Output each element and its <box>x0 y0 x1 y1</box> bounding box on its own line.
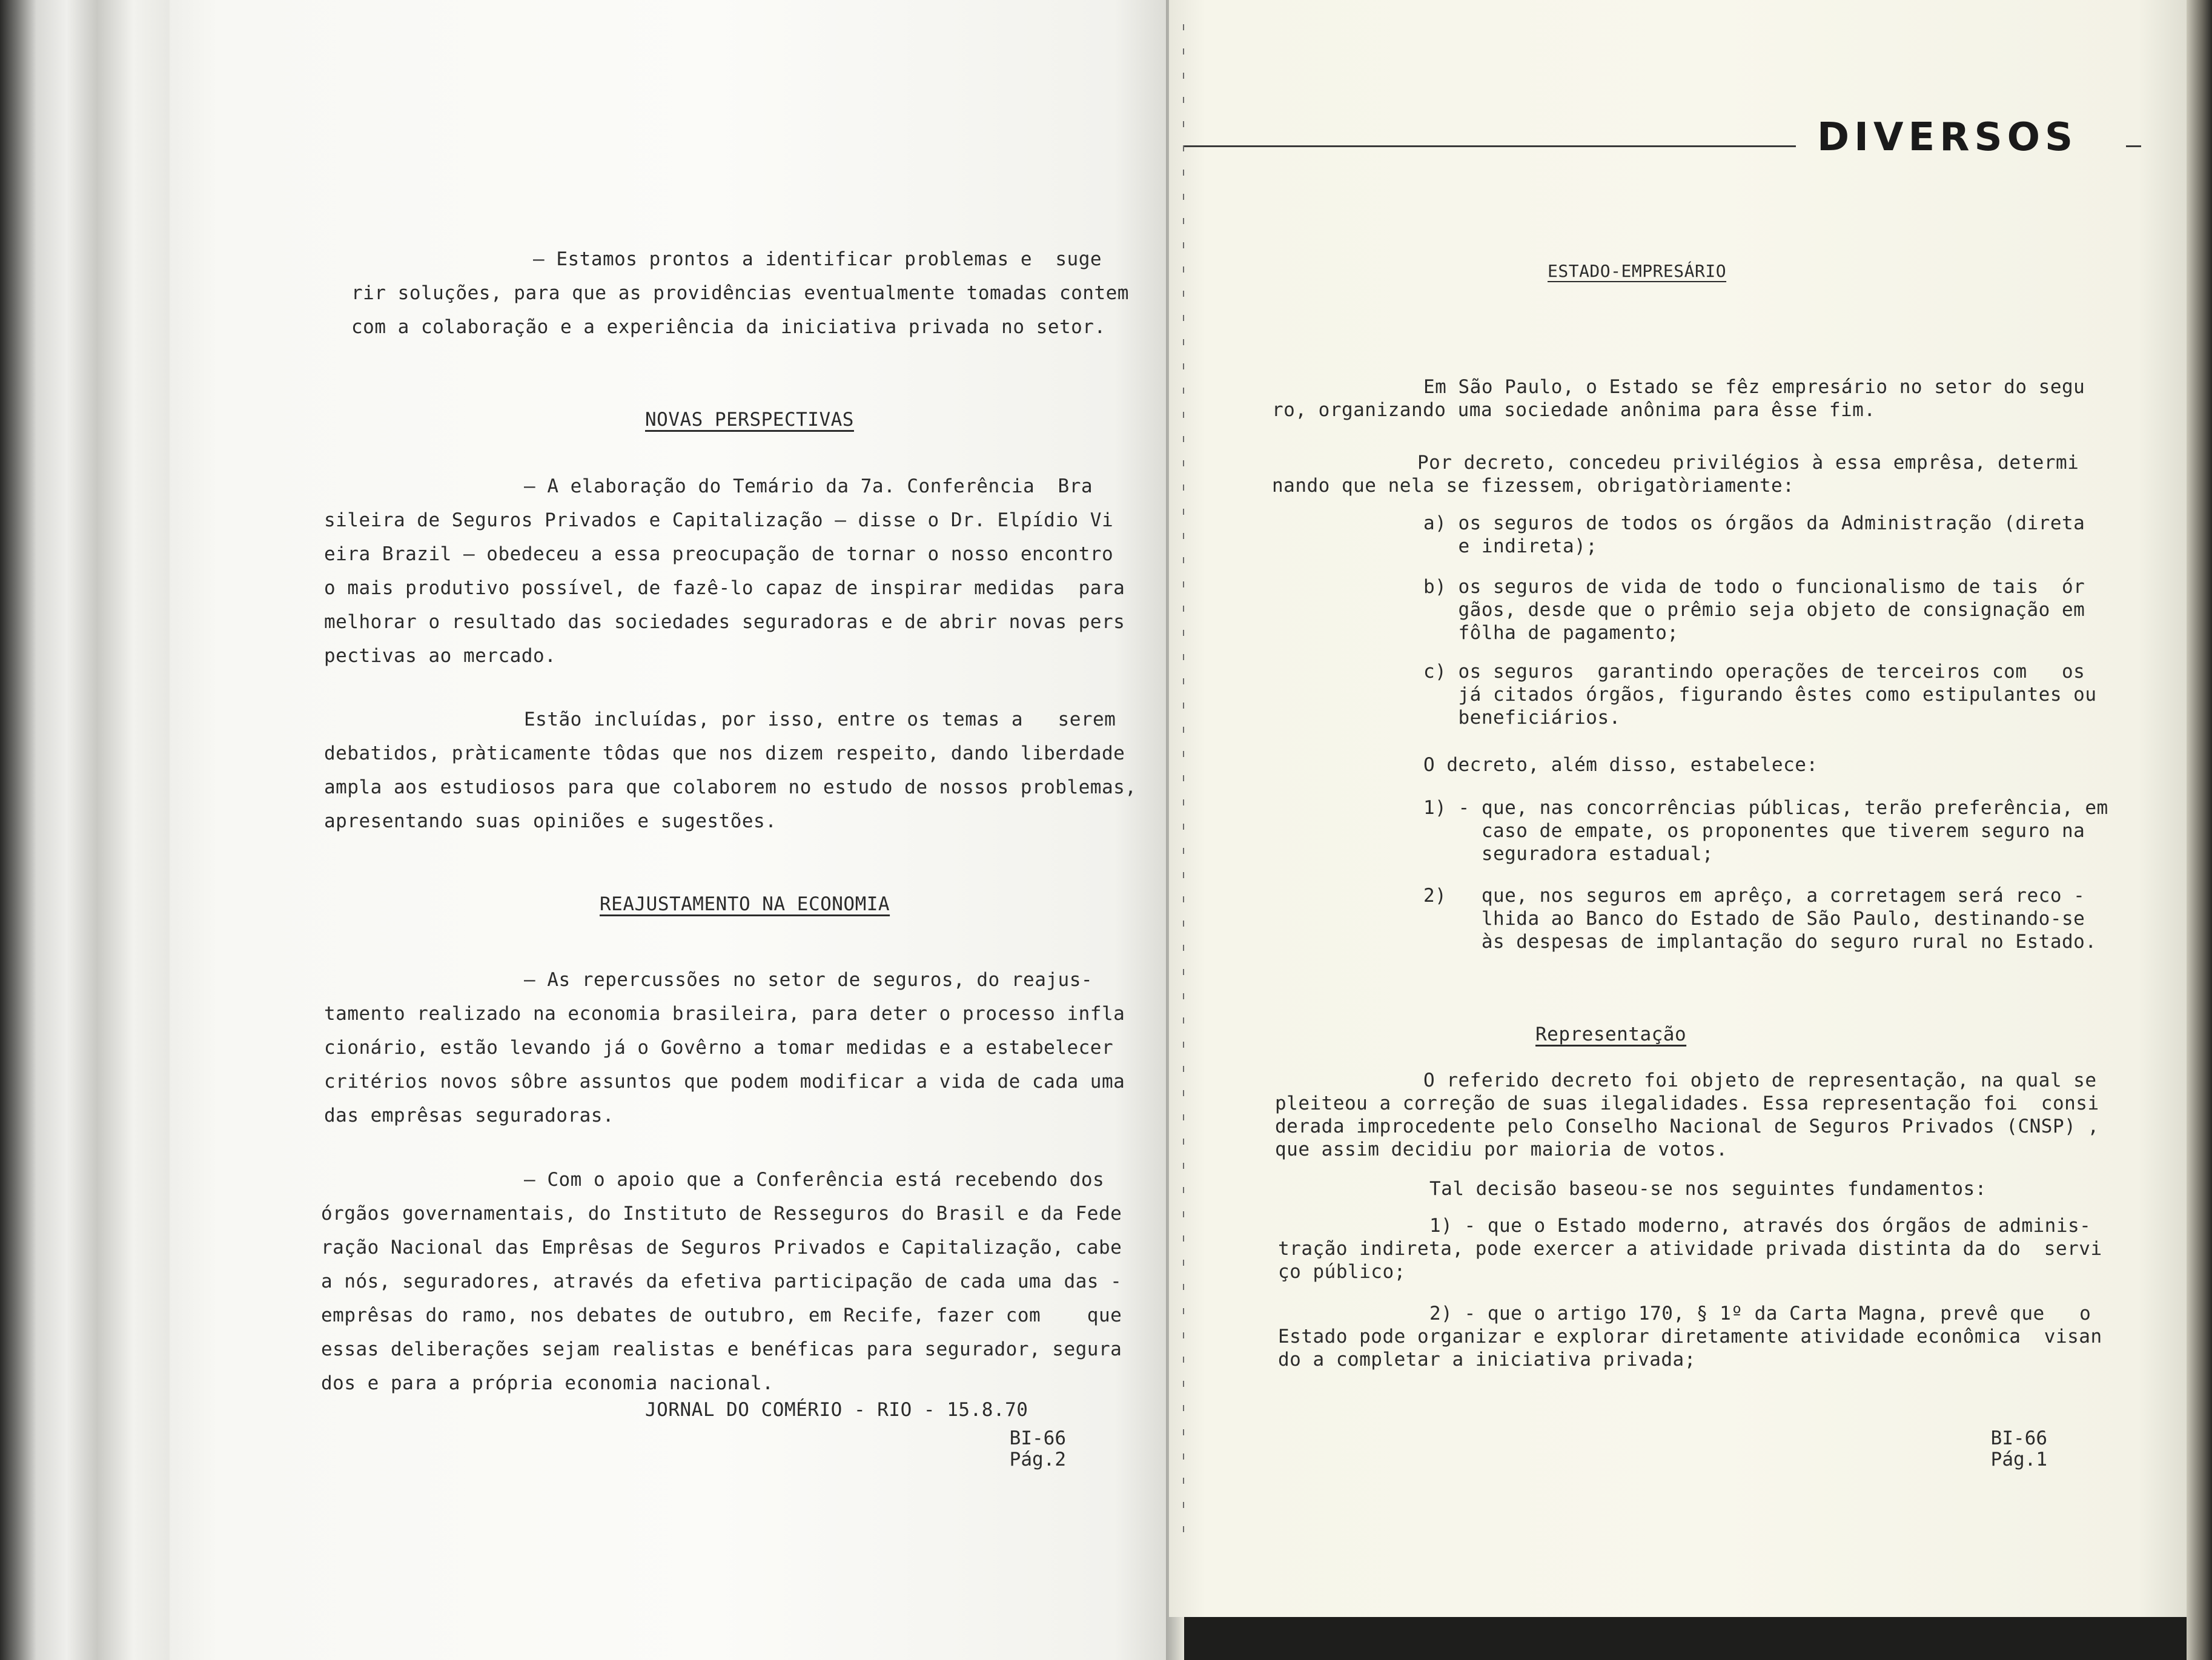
left-para-4-line-4: critérios novos sôbre assuntos que podem modificar a vida de cada uma <box>324 1071 1125 1093</box>
right-item-b-line-3: fôlha de pagamento; <box>1423 622 1679 644</box>
left-para-3-line-1: Estão incluídas, por isso, entre os temas a serem <box>524 709 1116 730</box>
section-rule <box>1184 145 1796 147</box>
subheading-representacao: Representação <box>1535 1023 1687 1045</box>
right-repr-line-4: que assim decidiu por maioria de votos. <box>1275 1139 1728 1160</box>
left-para-4-line-2: tamento realizado na economia brasileira, para deter o processo infla <box>324 1003 1125 1025</box>
left-para-1 <box>351 242 1129 344</box>
left-para-4-line-1: — As repercussões no setor de seguros, do reajus- <box>524 969 1093 991</box>
right-item-c-line-3: beneficiários. <box>1423 707 1621 729</box>
right-item-b-line-2: gãos, desde que o prêmio seja objeto de consignação em <box>1423 599 2085 621</box>
left-para-5-line-3: ração Nacional das Emprêsas de Seguros Privados e Capitalização, cabe <box>321 1237 1122 1258</box>
left-para-5-line-2: órgãos governamentais, do Instituto de Resseguros do Brasil e da Fede <box>321 1203 1122 1225</box>
heading-reajustamento: REAJUSTAMENTO NA ECONOMIA <box>600 893 890 915</box>
right-item-1-line-2: caso de empate, os proponentes que tiverem seguro na <box>1423 820 2085 842</box>
left-para-5 <box>321 1163 1122 1400</box>
right-representacao <box>1275 1069 2099 1161</box>
right-item-2-line-1: 2) que, nos seguros em aprêço, a corretagem será reco - <box>1423 885 2085 907</box>
left-para-5-line-5: emprêsas do ramo, nos debates de outubro, em Recife, fazer com que <box>321 1305 1122 1326</box>
right-page-code: BI-66 <box>1990 1427 2047 1449</box>
right-item-1-line-3: seguradora estadual; <box>1423 843 1714 865</box>
left-para-5-line-4: a nós, seguradores, através da efetiva participação de cada uma das - <box>321 1271 1122 1292</box>
right-item-c <box>1423 660 2097 729</box>
margin-mark <box>1183 24 1184 1538</box>
right-fundamento-2 <box>1278 1302 2102 1371</box>
right-fund-2-line-1: 2) - que o artigo 170, § 1º da Carta Magna, prevê que o <box>1429 1303 2091 1324</box>
right-item-b-line-1: b) os seguros de vida de todo o funcionalismo de tais ór <box>1423 576 2085 598</box>
left-para-1-line-2: rir soluções, para que as providências eventualmente tomadas contem <box>351 282 1129 304</box>
right-item-b <box>1423 575 2085 644</box>
right-decreto <box>1272 451 2079 497</box>
section-rule-end <box>2126 145 2141 147</box>
right-fund-1-line-3: ço público; <box>1278 1261 1406 1283</box>
left-para-5-line-1: — Com o apoio que a Conferência está recebendo dos <box>524 1169 1105 1191</box>
right-item-c-line-2: já citados órgãos, figurando êstes como estipulantes ou <box>1423 684 2097 706</box>
left-para-1-line-1: — Estamos prontos a identificar problemas e suge <box>533 248 1102 270</box>
right-item-c-line-1: c) os seguros garantindo operações de terceiros com os <box>1423 661 2085 683</box>
left-para-2-line-6: pectivas ao mercado. <box>324 645 557 667</box>
right-intro <box>1272 375 2085 422</box>
right-page-number: Pág.1 <box>1990 1449 2047 1470</box>
right-item-a-line-1: a) os seguros de todos os órgãos da Administração (direta <box>1423 512 2085 534</box>
right-fund-1-line-1: 1) - que o Estado moderno, através dos órgãos de adminis- <box>1429 1215 2091 1237</box>
left-para-3-line-4: apresentando suas opiniões e sugestões. <box>324 810 777 832</box>
right-fundamentos: Tal decisão baseou-se nos seguintes fundamentos: <box>1429 1178 1987 1200</box>
right-item-2-line-3: às despesas de implantação do seguro rural no Estado. <box>1423 931 2097 953</box>
left-para-1-line-3: com a colaboração e a experiência da iniciativa privada no setor. <box>351 316 1106 338</box>
left-para-3-line-2: debatidos, pràticamente tôdas que nos dizem respeito, dando liberdade <box>324 742 1125 764</box>
right-repr-line-3: derada improcedente pelo Conselho Nacional de Seguros Privados (CNSP) , <box>1275 1116 2099 1137</box>
right-decreto-line-1: Por decreto, concedeu privilégios à essa emprêsa, determi <box>1417 452 2079 474</box>
heading-novas-perspectivas: NOVAS PERSPECTIVAS <box>645 409 854 431</box>
right-item-1-line-1: 1) - que, nas concorrências públicas, terão preferência, em <box>1423 797 2108 819</box>
left-para-2-line-1: — A elaboração do Temário da 7a. Conferência Bra <box>524 475 1093 497</box>
left-para-2-line-3: eira Brazil — obedeceu a essa preocupação de tornar o nosso encontro <box>324 543 1114 565</box>
right-item-1 <box>1423 796 2108 865</box>
left-para-5-line-6: essas deliberações sejam realistas e benéficas para segurador, segura <box>321 1338 1122 1360</box>
book-page-edges <box>0 0 182 1660</box>
left-para-2-line-4: o mais produtivo possível, de fazê-lo capaz de inspirar medidas para <box>324 577 1125 599</box>
right-fund-2-line-3: do a completar a iniciativa privada; <box>1278 1349 1696 1371</box>
right-repr-line-2: pleiteou a correção de suas ilegalidades. Essa representação foi consi <box>1275 1093 2099 1114</box>
right-fund-2-line-2: Estado pode organizar e explorar diretamente atividade econômica visan <box>1278 1326 2102 1348</box>
right-item-a-line-2: e indireta); <box>1423 535 1598 557</box>
right-intro-line-2: ro, organizando uma sociedade anônima para êsse fim. <box>1272 399 1876 421</box>
left-source-citation: JORNAL DO COMÉRIO - RIO - 15.8.70 <box>645 1399 1028 1421</box>
right-fundamento-1 <box>1278 1214 2102 1283</box>
section-header-diversos: DIVERSOS <box>1817 115 2078 160</box>
right-estabelece: O decreto, além disso, estabelece: <box>1423 754 1818 776</box>
left-para-4-line-3: cionário, estão levando já o Govêrno a tomar medidas e a estabelecer <box>324 1037 1114 1059</box>
right-item-2-line-2: lhida ao Banco do Estado de São Paulo, destinando-se <box>1423 908 2085 930</box>
right-intro-line-1: Em São Paulo, o Estado se fêz empresário no setor do segu <box>1423 376 2085 398</box>
left-para-2 <box>324 469 1125 673</box>
left-para-5-line-7: dos e para a própria economia nacional. <box>321 1372 774 1394</box>
right-fund-1-line-2: tração indireta, pode exercer a atividade privada distinta da do servi <box>1278 1238 2102 1260</box>
right-decreto-line-2: nando que nela se fizessem, obrigatòriamente: <box>1272 475 1795 497</box>
right-item-2 <box>1423 884 2097 953</box>
left-para-4 <box>324 963 1125 1133</box>
left-para-2-line-5: melhorar o resultado das sociedades seguradoras e de abrir novas pers <box>324 611 1125 633</box>
left-page-number: Pág.2 <box>1009 1449 1066 1470</box>
title-estado-empresario: ESTADO-EMPRESÁRIO <box>1548 261 1727 281</box>
left-page-code: BI-66 <box>1009 1427 1066 1449</box>
left-para-4-line-5: das emprêsas seguradoras. <box>324 1105 615 1126</box>
right-repr-line-1: O referido decreto foi objeto de representação, na qual se <box>1423 1070 2097 1091</box>
left-para-2-line-2: sileira de Seguros Privados e Capitalização — disse o Dr. Elpídio Vi <box>324 509 1114 531</box>
book-right-edge <box>2187 0 2212 1660</box>
left-para-3 <box>324 703 1136 838</box>
right-item-a <box>1423 512 2085 558</box>
left-para-3-line-3: ampla aos estudiosos para que colaborem no estudo de nossos problemas, <box>324 776 1137 798</box>
